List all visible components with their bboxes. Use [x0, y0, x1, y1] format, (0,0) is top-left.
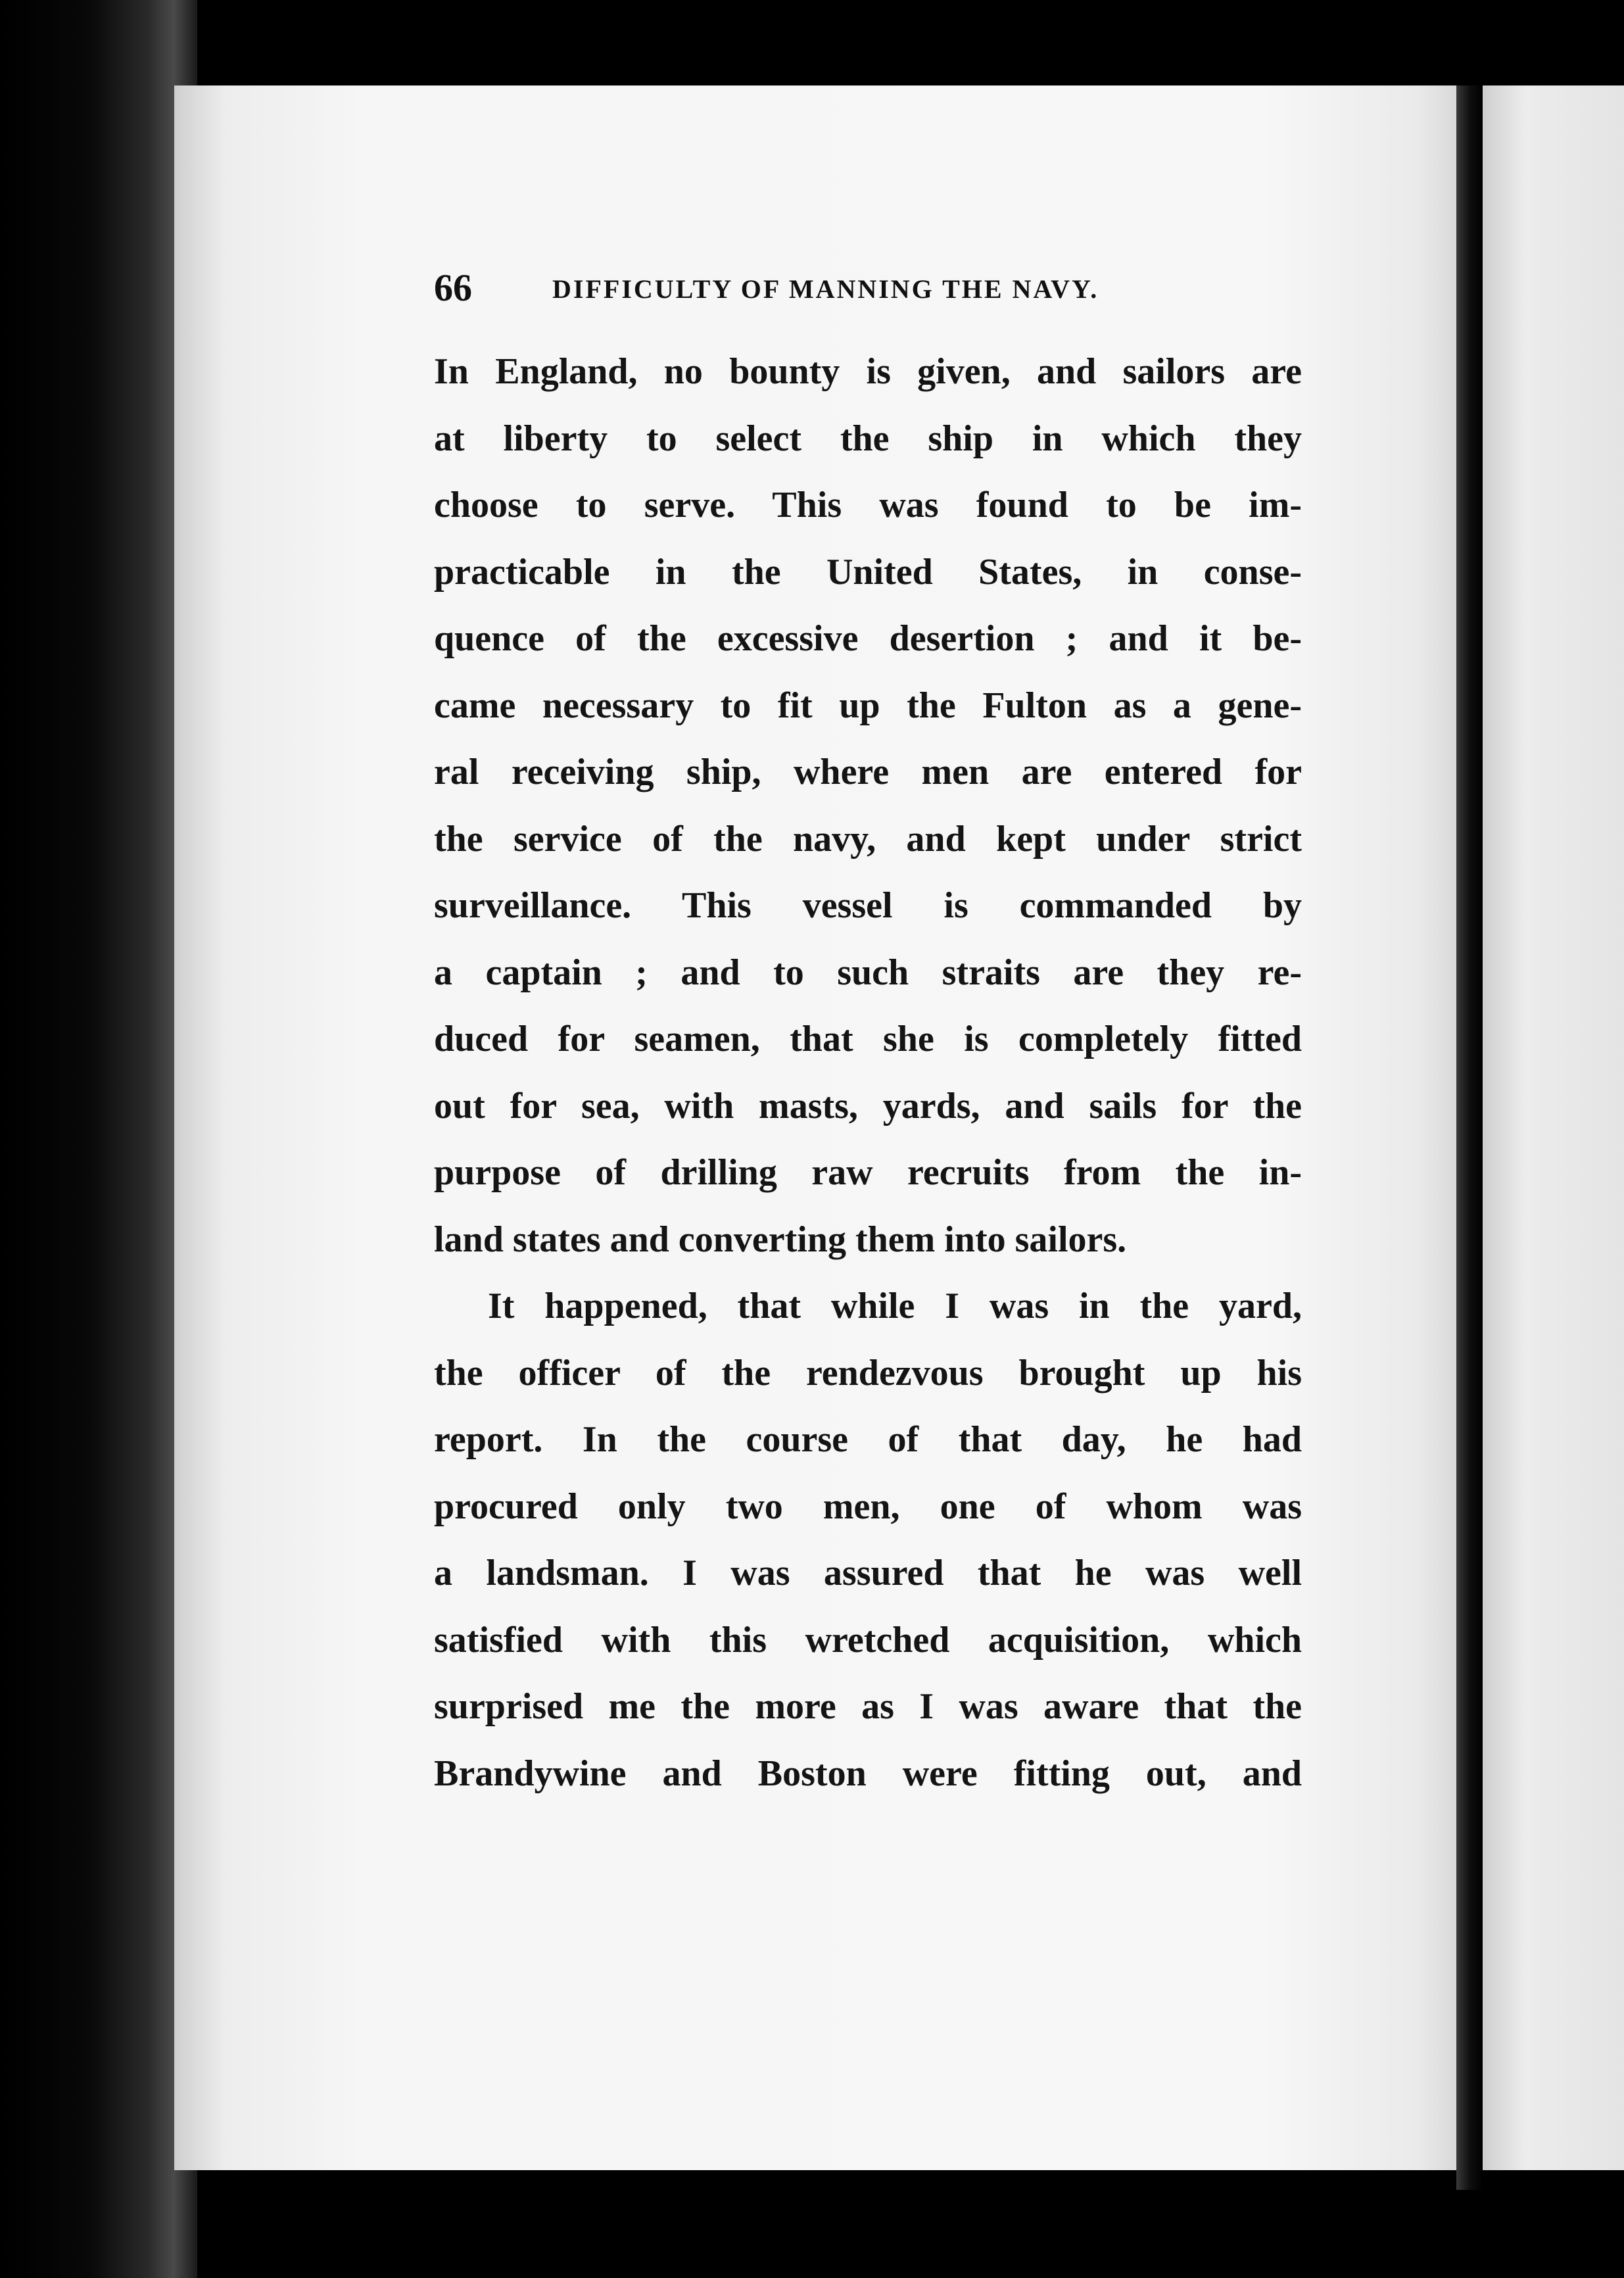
text-line: satisfied with this wretched acquisition, which: [434, 1619, 1302, 1660]
page-header: [434, 262, 1302, 314]
text-line: came necessary to fit up the Fulton as a gene-: [434, 685, 1302, 726]
text-line: Brandywine and Boston were fitting out, and: [434, 1753, 1302, 1794]
body-text: [434, 339, 1302, 1807]
text-line: It happened, that while I was in the yard,: [488, 1286, 1302, 1326]
running-head: DIFFICULTY OF MANNING THE NAVY.: [552, 274, 1099, 304]
text-line: surveillance. This vessel is commanded by: [434, 885, 1302, 926]
book-spine-shadow: [0, 0, 197, 2278]
text-line: purpose of drilling raw recruits from the in-: [434, 1152, 1302, 1193]
paragraph: [434, 339, 1302, 1273]
text-line: out for sea, with masts, yards, and sails for the: [434, 1085, 1302, 1127]
text-line: surprised me the more as I was aware that the: [434, 1686, 1302, 1727]
text-line: choose to serve. This was found to be im-: [434, 485, 1302, 525]
text-line: In England, no bounty is given, and sailors are: [434, 351, 1302, 392]
text-line: the service of the navy, and kept under strict: [434, 818, 1302, 860]
page-number: 66: [434, 266, 472, 309]
text-line: the officer of the rendezvous brought up his: [434, 1352, 1302, 1393]
text-line: procured only two men, one of whom was: [434, 1486, 1302, 1527]
text-line: quence of the excessive desertion ; and it be-: [434, 618, 1302, 659]
text-line: at liberty to select the ship in which they: [434, 418, 1302, 459]
text-line: a captain ; and to such straits are they re-: [434, 952, 1302, 993]
text-line: practicable in the United States, in conse-: [434, 551, 1302, 593]
text-line: duced for seamen, that she is completely fitted: [434, 1019, 1302, 1059]
page-gutter-shadow: [1456, 85, 1483, 2190]
paragraph: [434, 1273, 1302, 1807]
text-line: ral receiving ship, where men are entered for: [434, 752, 1302, 792]
text-line: land states and converting them into sailors.: [434, 1219, 1127, 1260]
text-line: a landsman. I was assured that he was well: [434, 1553, 1302, 1593]
facing-page-edge: [1483, 85, 1624, 2170]
text-line: report. In the course of that day, he had: [434, 1419, 1302, 1460]
